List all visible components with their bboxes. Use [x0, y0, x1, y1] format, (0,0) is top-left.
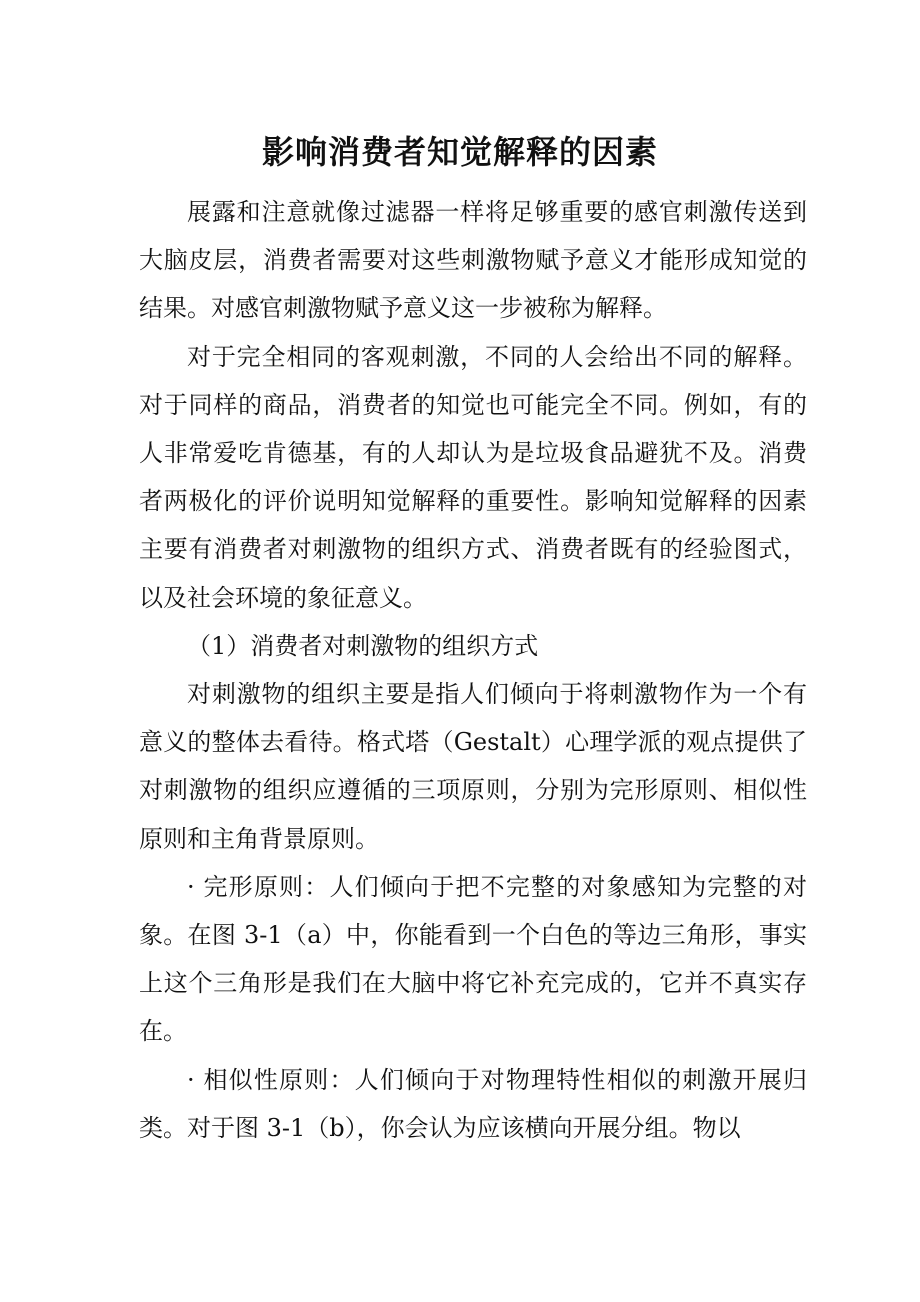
paragraph-closure-principle: · 完形原则：人们倾向于把不完整的对象感知为完整的对象。在图 3-1（a）中，你能看到一个白色的等边三角形，事实上这个三角形是我们在大脑中将它补充完成的，它并不真实存在。	[139, 872, 807, 1046]
document-body	[139, 188, 807, 1152]
paragraph-interpretation-intro: 展露和注意就像过滤器一样将足够重要的感官刺激传送到大脑皮层，消费者需要对这些刺激物赋予意义才能形成知觉的结果。对感官刺激物赋予意义这一步被称为解释。	[139, 198, 807, 323]
paragraph-gestalt-principles: 对刺激物的组织主要是指人们倾向于将刺激物作为一个有意义的整体去看待。格式塔（Gestalt）心理学派的观点提供了对刺激物的组织应遵循的三项原则，分别为完形原则、相似性原则和主角背景原则。	[139, 680, 807, 853]
section-heading-organization: （1）消费者对刺激物的组织方式	[187, 631, 539, 660]
document-title: 影响消费者知觉解释的因素	[261, 133, 658, 171]
paragraph-similarity-principle: · 相似性原则：人们倾向于对物理特性相似的刺激开展归类。对于图 3-1（b），你会认为应该横向开展分组。物以	[139, 1065, 807, 1142]
paragraph-different-interpretations: 对于完全相同的客观刺激，不同的人会给出不同的解释。对于同样的商品，消费者的知觉也可能完全不同。例如，有的人非常爱吃肯德基，有的人却认为是垃圾食品避犹不及。消费者两极化的评价说明知觉解释的重要性。影响知觉解释的因素主要有消费者对刺激物的组织方式、消费者既有的经验图式，以及社会环境的象征意义。	[139, 342, 807, 612]
